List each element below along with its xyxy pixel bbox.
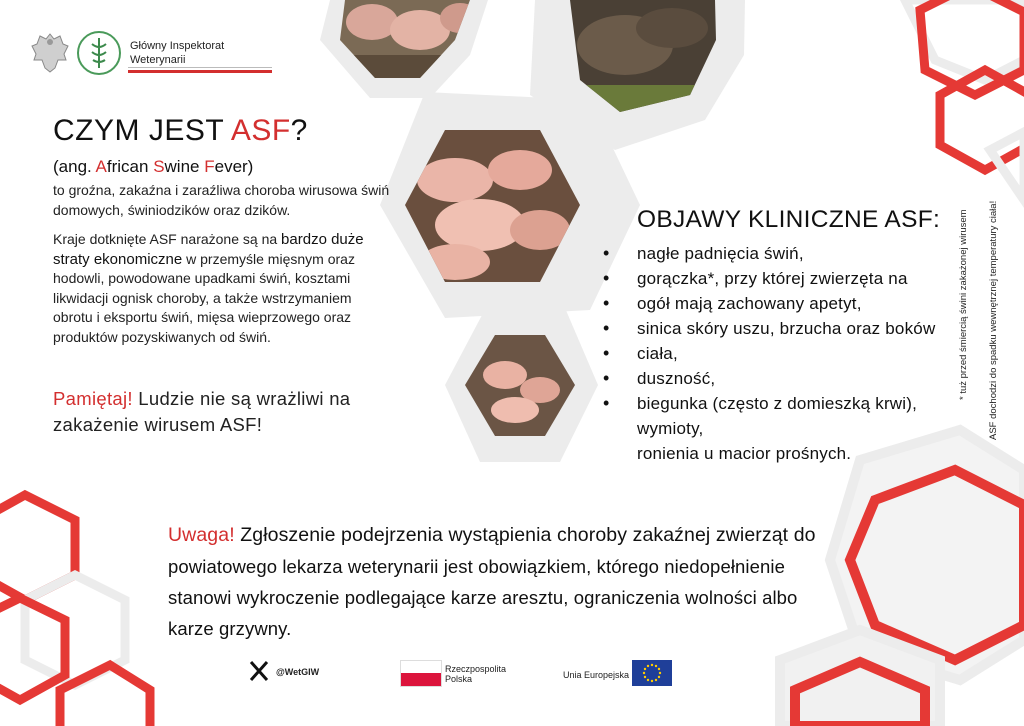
poland-flag-icon xyxy=(400,660,442,687)
page-title xyxy=(53,114,308,148)
header-red-line xyxy=(128,70,272,73)
title-asf: ASF xyxy=(230,114,291,147)
giw-logo-icon xyxy=(76,30,122,76)
symptoms-title: OBJAWY KLINICZNE ASF: xyxy=(637,206,941,233)
list-item: • sinica skóry uszu, brzucha oraz boków xyxy=(603,316,963,341)
para2-b: w przemyśle mięsnym oraz hodowli, powodowane upadkami świń, kosztami likwidacji ognisk choroby, a także wstrzymaniem obrotu i eksportu świń, mięsa wieprzowego oraz produktów pozyskiwanych od świń. xyxy=(53,250,355,345)
list-item: • gorączka*, przy której zwierzęta na xyxy=(603,266,963,291)
title-post: ? xyxy=(290,114,308,147)
para2-a: Kraje dotknięte ASF narażone są na xyxy=(53,231,282,247)
eu-flag-icon xyxy=(632,660,672,686)
ang-frican: frican xyxy=(106,157,154,176)
hex-pattern-bottom-left xyxy=(0,495,150,726)
symptoms-list xyxy=(603,241,963,466)
org-name xyxy=(130,39,224,67)
asf-expansion xyxy=(53,157,253,177)
warning-text xyxy=(168,520,948,644)
warning-label: Uwaga! xyxy=(168,524,235,546)
eu-label: Unia Europejska xyxy=(563,670,630,680)
org-line-1: Główny Inspektorat xyxy=(130,40,225,52)
reminder-body: Ludzie nie są wrażliwi na zakażenie wirusem ASF! xyxy=(53,388,351,435)
para2-emphasis: bardzo duże straty ekonomiczne xyxy=(53,231,364,268)
footnote-line-2: ASF dochodzi do spadku wewnętrznej temperatury ciała! xyxy=(988,200,999,440)
warning-line-1-text: Zgłoszenie podejrzenia wystąpienia choroby zakaźnej zwierząt do xyxy=(234,524,816,546)
list-item: wymioty, xyxy=(637,419,704,438)
warning-line-3: stanowi wykroczenie podlegające karze aresztu, ograniczenia wolności albo xyxy=(168,587,798,608)
economic-impact-text xyxy=(53,230,388,347)
x-handle[interactable]: @WetGIW xyxy=(276,667,320,677)
reminder-label: Pamiętaj! xyxy=(53,388,133,409)
org-line-2: Weterynarii xyxy=(130,54,186,66)
title-pre: CZYM JEST xyxy=(53,114,231,147)
list-item: • ciała, xyxy=(603,341,963,366)
eagle-emblem-icon xyxy=(30,30,70,74)
ang-wine: wine xyxy=(164,157,205,176)
list-item: • duszność, xyxy=(603,366,963,391)
warning-line-2: powiatowego lekarza weterynarii jest obowiązkiem, którego niedopełnienie xyxy=(168,556,786,577)
footnote-line-1: * tuż przed śmiercią świni zakażonej wirusem xyxy=(958,209,969,400)
list-item: ronienia u macior prośnych. xyxy=(637,444,852,463)
list-item: • ogół mają zachowany apetyt, xyxy=(603,291,963,316)
warning-line-4: karze grzywny. xyxy=(168,618,292,639)
warning-line-1 xyxy=(168,520,948,551)
hex-pattern-top-right xyxy=(905,0,1024,200)
definition-text: to groźna, zakaźna i zaraźliwa choroba wirusowa świń domowych, świniodzików oraz dzików. xyxy=(53,182,390,218)
ang-letter-f: F xyxy=(204,157,215,176)
list-item: • nagłe padnięcia świń, xyxy=(603,241,963,266)
ang-letter-a: A xyxy=(95,157,107,176)
reminder-text xyxy=(53,386,393,438)
ang-ever: ever) xyxy=(214,157,254,176)
ang-open: (ang. xyxy=(53,157,96,176)
rp-line-1: Rzeczpospolita xyxy=(445,664,507,674)
x-logo-icon[interactable] xyxy=(248,660,270,682)
ang-letter-s: S xyxy=(153,157,165,176)
header-gray-line xyxy=(128,67,272,68)
rp-name xyxy=(445,664,506,684)
rp-line-2: Polska xyxy=(445,674,473,684)
list-item: • biegunka (często z domieszką krwi), xyxy=(603,391,963,416)
